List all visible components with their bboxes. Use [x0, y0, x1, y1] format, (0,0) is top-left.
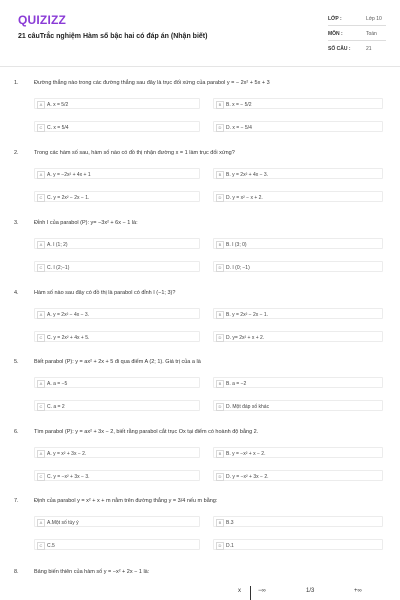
- option-b[interactable]: B B. y = 2x² + 4x − 3.: [213, 168, 383, 179]
- option-d[interactable]: D D. Một đáp số khác: [213, 400, 383, 411]
- option-c[interactable]: C C. a = 2: [34, 400, 200, 411]
- option-b[interactable]: B B.3: [213, 516, 383, 527]
- option-c[interactable]: C C.5: [34, 539, 200, 550]
- option-c[interactable]: C C. I (2;−1): [34, 261, 200, 272]
- option-d[interactable]: D D. x = − 5/4: [213, 121, 383, 132]
- option-b[interactable]: B B. a = −2: [213, 377, 383, 388]
- option-a[interactable]: A A. y = −2x² + 4x + 1: [34, 168, 200, 179]
- meta-divider: [328, 40, 386, 41]
- meta-divider: [328, 25, 386, 26]
- option-c[interactable]: C C. y = −x² + 3x − 3.: [34, 470, 200, 481]
- question-text: Tìm parabol (P): y = ax² + 3x − 2, biết rằng parabol cắt trục Ox tại điểm có hoành độ bằng 2.: [34, 429, 259, 435]
- option-a[interactable]: A A. I (1; 2): [34, 238, 200, 249]
- page-header: QUIZIZZ 21 câuTrắc nghiệm Hàm số bậc hai có đáp án (Nhận biết) LỚP : Lớp 10 MÔN : Toán SỐ CÂU : 21: [0, 0, 400, 62]
- question-text: Định của parabol y = x² + x + m nằm trên đường thẳng y = 3/4 nếu m bằng:: [34, 498, 218, 504]
- option-a[interactable]: A A. y = x² + 3x − 2.: [34, 447, 200, 458]
- header-divider: [0, 66, 400, 67]
- option-a[interactable]: A A. y = 2x² − 4x − 3.: [34, 308, 200, 319]
- document-title: 21 câuTrắc nghiệm Hàm số bậc hai có đáp án (Nhận biết): [18, 33, 208, 40]
- option-b[interactable]: B B. y = −x² + x − 2.: [213, 447, 383, 458]
- option-b[interactable]: B B. y = 2x² − 2x − 1.: [213, 308, 383, 319]
- option-d[interactable]: D D.1: [213, 539, 383, 550]
- question-text: Đường thẳng nào trong các đường thẳng sau đây là trục đối xứng của parabol y = − 2x² + 5x + 3: [34, 80, 270, 86]
- option-c[interactable]: C C. y = 2x² − 2x − 1.: [34, 191, 200, 202]
- quizizz-logo: QUIZIZZ: [18, 13, 67, 27]
- option-d[interactable]: D D. y = x² − x + 2.: [213, 191, 383, 202]
- option-b[interactable]: B B. I (3; 0): [213, 238, 383, 249]
- option-c[interactable]: C C. x = 5/4: [34, 121, 200, 132]
- variation-table-divider: [250, 586, 251, 600]
- question-text: Bảng biến thiên của hàm số y = −x² + 2x − 1 là:: [34, 569, 150, 575]
- question-text: Biết parabol (P): y = ax² + 2x + 5 đi qua điểm A (2; 1). Giá trị của a là: [34, 359, 201, 365]
- option-d[interactable]: D D. y= 2x² + x + 2.: [213, 331, 383, 342]
- question-text: Đỉnh I của parabol (P): y= −3x² + 6x − 1 là:: [34, 220, 138, 226]
- option-d[interactable]: D D. y = −x² + 3x − 2.: [213, 470, 383, 481]
- option-a[interactable]: A A. x = 5/2: [34, 98, 200, 109]
- option-c[interactable]: C C. y = 2x² + 4x + 5.: [34, 331, 200, 342]
- option-d[interactable]: D D. I (0; −1): [213, 261, 383, 272]
- option-a[interactable]: A A. a = −5: [34, 377, 200, 388]
- option-a[interactable]: A A.Một số tùy ý: [34, 516, 200, 527]
- question-text: Trong các hàm số sau, hàm số nào có đồ thị nhận đường x = 1 làm trục đối xứng?: [34, 150, 235, 156]
- question-text: Hàm số nào sau đây có đồ thị là parabol có đỉnh I (−1; 3)?: [34, 290, 176, 296]
- option-b[interactable]: B B. x = − 5/2: [213, 98, 383, 109]
